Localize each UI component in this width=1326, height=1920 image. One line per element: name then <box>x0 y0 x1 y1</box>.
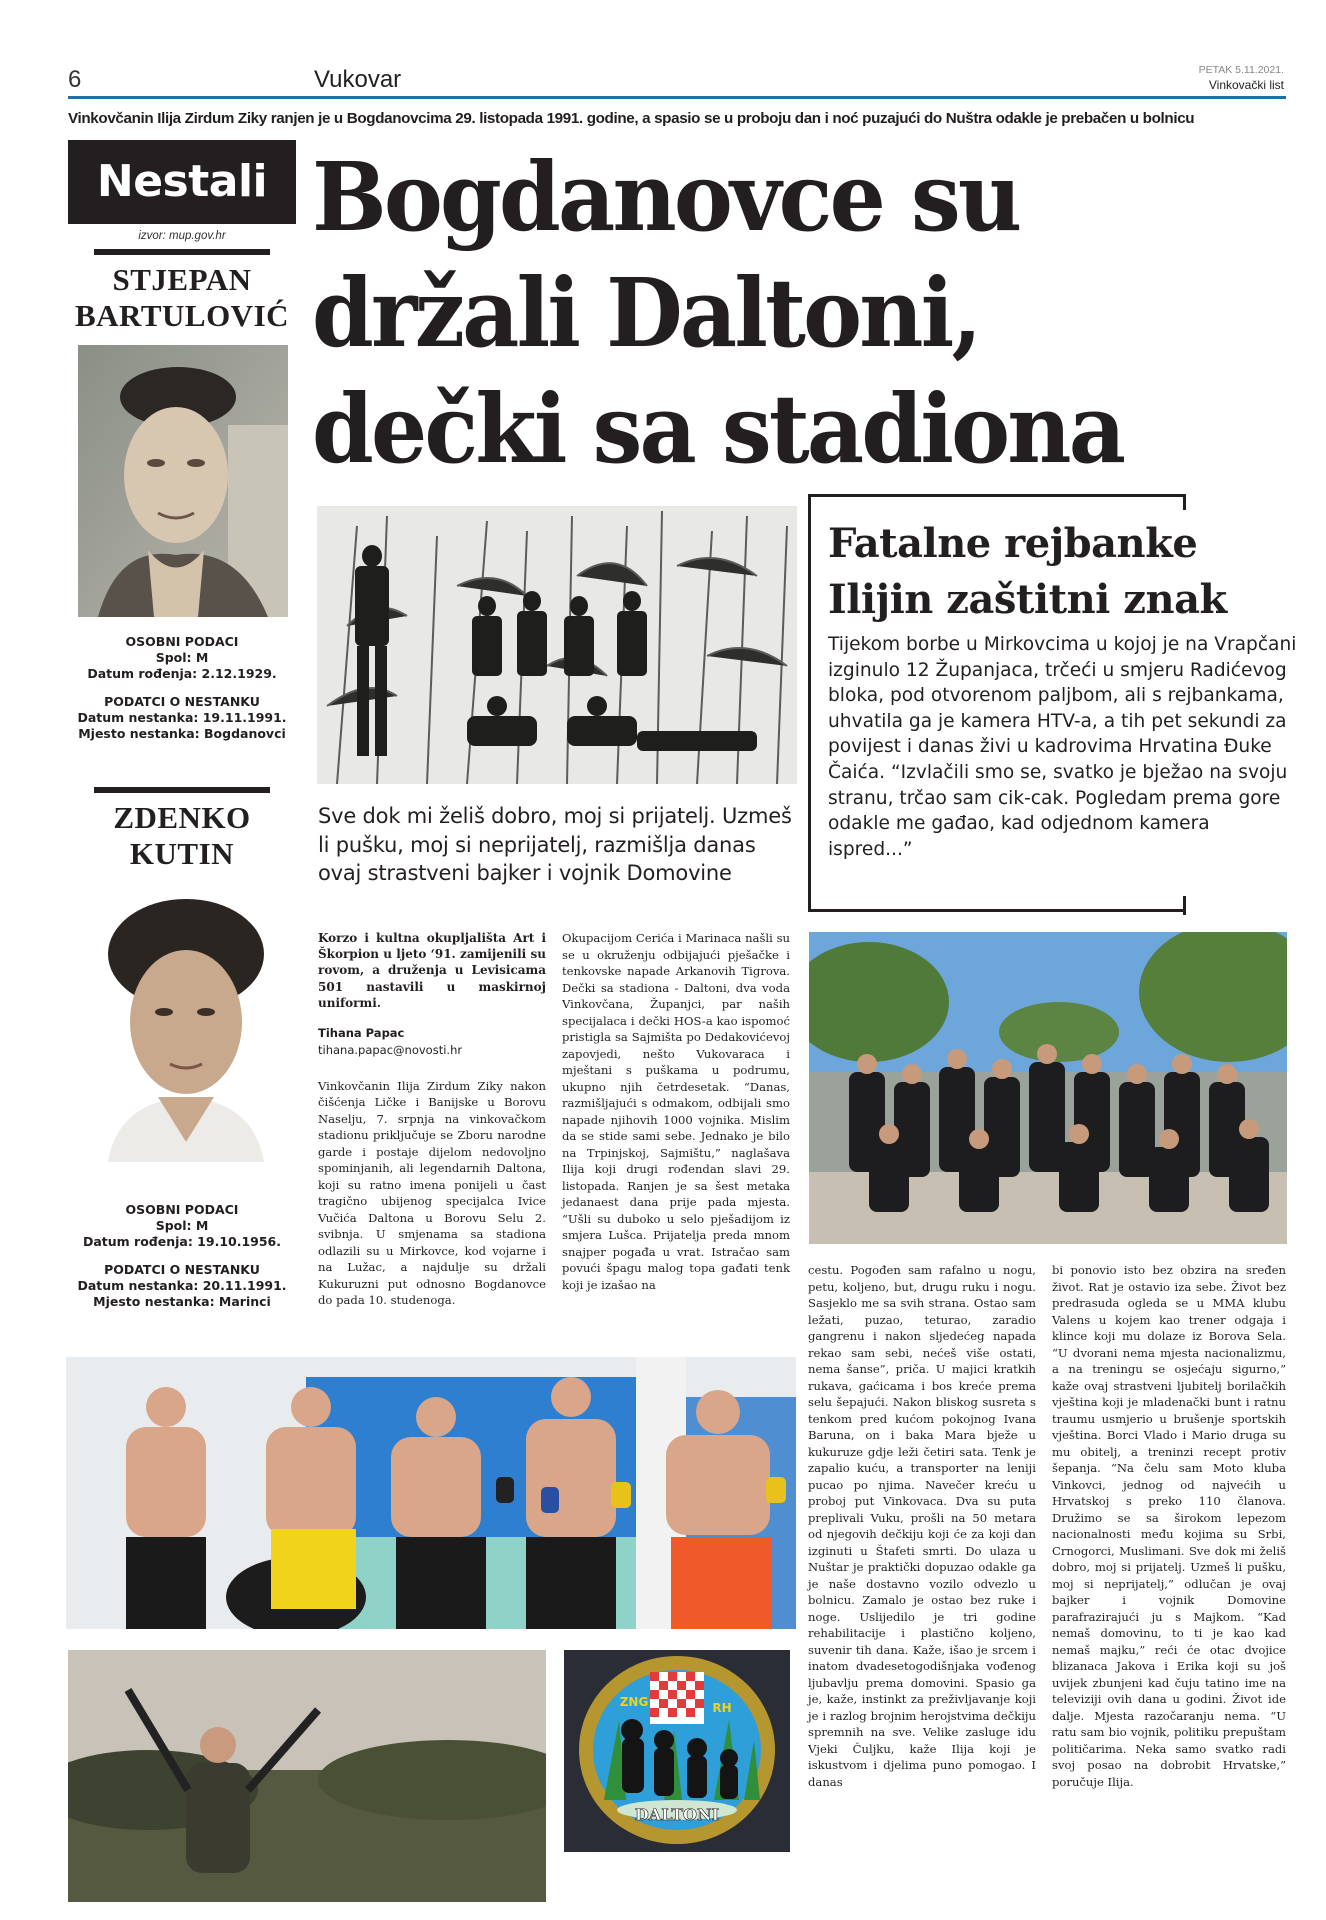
headline <box>312 140 1242 488</box>
war-photo <box>317 506 797 784</box>
birth-date: Datum rođenja: 2.12.1929. <box>87 666 277 681</box>
missing-date: Datum nestanka: 19.11.1991. <box>77 710 287 725</box>
personal-info <box>68 634 296 742</box>
article-column-2 <box>562 930 790 1293</box>
headline-line: držali Daltoni, <box>312 258 980 369</box>
header-rule <box>68 96 1286 99</box>
missing-person-name <box>68 800 296 872</box>
source-note: izvor: mup.gov.hr <box>138 230 226 242</box>
author-email: tihana.papac@novosti.hr <box>318 1042 463 1057</box>
issue-date: PETAK 5.11.2021. <box>1198 64 1284 76</box>
patch-right-text: RH <box>712 1701 732 1715</box>
sex: Spol: M <box>155 650 209 665</box>
missing-person-name <box>68 262 296 334</box>
sidebar-box-corner <box>1183 896 1186 915</box>
mma-club-photo <box>66 1357 796 1629</box>
publication-name: Vinkovački list <box>1208 78 1284 92</box>
missing-place: Mjesto nestanka: Bogdanovci <box>78 726 286 741</box>
missing-info-header: PODATCI O NESTANKU <box>104 694 260 709</box>
missing-person-photo <box>78 345 288 617</box>
sidebar-title-line: Ilijin zaštitni znak <box>828 576 1227 623</box>
moto-club-photo <box>809 932 1287 1244</box>
missing-person-photo <box>78 892 288 1162</box>
missing-place: Mjesto nestanka: Marinci <box>93 1294 271 1309</box>
headline-line: Bogdanovce su <box>312 142 1020 253</box>
name-first: STJEPAN <box>112 262 252 297</box>
birth-date: Datum rođenja: 19.10.1956. <box>82 1234 282 1249</box>
croatian-checkerboard-icon <box>650 1672 704 1724</box>
article-paragraph: cestu. Pogođen sam rafalno u nogu, petu, koljeno, but, drugu ruku i nogu. Sasjeklo me sa svih strana. Ostao sam ležati, puzao, teturao, zaradio gangrenu i nakon sljedećeg napada rekao sam sebi, nećeš više ostati, nema šanse”, priča. U majici kratkih rukava, gaćicama i bos kreće prema selu šepajući. Nakon bliskog susreta s tenkom pred kućom pokojnog Ivana Baruna, on i baka Mara bježe u kukuruze gdje leži četiri sata. Tenk je zapalio kuću, a transporter na leniji pucao po njima. Navečer kreću u proboj put Vinkovaca. Dva su puta preplivali Vuku, prošli na 50 metara od njegovih dečkiju koji će za koji dan izginuti u Štafeti smrti. Do ulaza u Nuštar je praktički dopuzao odakle ga je naše dostavno vozilo odvezlo u bolnicu. Zamalo je ostao bez ruke i noge. Uslijedilo je tri godine rehabilitacije i plastično koljeno, suvenir tih dana. Kaže, išao je srcem i inatom dvadesetogodišnjaka vođenog ljubavlju prema domovini. Spasio ga je, kaže, instinkt za preživljavanje koji je i razlog brojnim herojstvima dečkiju spremnih na sve. Velike zasluge idu Vjeki Čuljku, kaže Ilija koji je iskustvom i djelima puno pomogao. I danas <box>808 1263 1036 1789</box>
article-paragraph: Vinkovčanin Ilija Zirdum Ziky nakon čišćenja Ličke i Banijske u Borovu Naselju, 7. srpnja na vinkovačkom stadionu priključuje se Zboru narodne garde i postaje dijelom nedovoljno spominjanih, ali legendarnih Daltona, koji su ratno imena ponijeli u čast tragično ubijenog specijalca Ivice Vučića Daltona u Borovu Selu 2. svibnja. U smjenama sa stadiona odlazili su u Mirkovce, kod vojarne i na Lužac, a najdulje su držali Kukuruzni put odnosno Bogdanovce do pada 10. studenoga. <box>318 1078 546 1308</box>
page-number: 6 <box>68 66 82 93</box>
personal-info-header: OSOBNI PODACI <box>125 634 239 649</box>
headline-line: dečki sa stadiona <box>312 374 1124 485</box>
name-last: KUTIN <box>129 836 235 871</box>
missing-date: Datum nestanka: 20.11.1991. <box>77 1278 287 1293</box>
article-column-3 <box>808 1262 1036 1790</box>
divider <box>94 249 270 255</box>
personal-info <box>68 1202 296 1310</box>
kicker: Vinkovčanin Ilija Zirdum Ziky ranjen je u Bogdanovcima 29. listopada 1991. godine, a spasio se u proboju dan i noć puzajući do Nuštra odakle je prebačen u bolnicu <box>68 110 1195 127</box>
article-column-4 <box>1052 1262 1286 1790</box>
divider <box>94 787 270 793</box>
sidebar-title-line: Fatalne rejbanke <box>828 520 1198 567</box>
name-last: BARTULOVIĆ <box>74 298 290 333</box>
article-paragraph: bi ponovio isto bez obzira na sređen život. Rat je ostavio iza sebe. Život bez predrasuda ogleda se u MMA klubu Valens u kojem kao trener odgaja i klince koji mu dolaze iz Borova Sela. “U dvorani nema mjesta nacionalizmu, a na treningu se osjećaju sigurno,” kaže ovaj strastveni ljubitelj borilačkih vještina koji je mladenački bunt i ratnu traumu usmjerio u brušenje sportskih vještina. Borci Vlado i Mario druga su mu obitelj, a treninzi recept protiv šepanja. “Na čelu sam Moto kluba Vinkovci, jednog od najvećih u Hrvatskoj s preko 110 članova. Družimo se sa širokom lepezom nacionalnosti među kojima su Srbi, Crnogorci, Muslimani. Sve dok mi želiš dobro, moj si prijatelj. Uzmeš li pušku, moj si neprijatelj,” odlučan je ovaj bajker i vojnik Domovine parafrazirajući ju s Majkom. “Kad nemaš domovinu, to ti je kao kad nemaš majku,” reći će otac dvojice blizanaca Jakova i Erika koji su još uvijek zbunjeni kad čuju tatino ime na televiziji ovih dana u godini. Život ide dalje. Mjesta razočaranju nema. “U ratu sam bio vojnik, politiku prepuštam političarima. Neka samo svatko radi svoj posao na dobrobit Hrvatske,” poručuje Ilija. <box>1052 1263 1286 1789</box>
soldier-photo <box>68 1650 546 1902</box>
article-paragraph: Okupacijom Cerića i Marinaca našli su se u okruženju odbijajući pješačke i tenkovske napade Arkanovih Tigrova. Dečki sa stadiona - Daltoni, dva voda Vinkovčana, Županjci, par naših specijalaca i dečki HOS-a kao ispomoć pristigla sa Sajmišta po Dedakovićevoj zapovjedi, nešto Vukovaraca i mještani s puškama u podrumu, ukupno njih četrdesetak. “Danas, razmišljajući s odmakom, odbijali smo napade njihovih 1000 vojnika. Mislim da se stide sami sebe. Jednako je bilo na Trpinjskoj, Sajmištu,” naglašava Ilija koji drugi rođendan slavi 29. listopada. Ranjen je sa šest metaka jedanaest dana prije pada mjesta. “Ušli su duboko u selo pješadijom iz smjera Lušca. Prijatelja preda mnom snajper pogađa u vrat. Istračao sam povući špagu malog topa gađati tenk koji je izašao na <box>562 931 790 1292</box>
section-title: Vukovar <box>314 66 402 93</box>
author-name: Tihana Papac <box>318 1026 405 1041</box>
sidebar-title <box>828 516 1298 628</box>
patch-left-text: ZNG <box>619 1695 649 1709</box>
patch-banner-text: DALTONI <box>634 1805 720 1824</box>
daltoni-patch-photo <box>564 1650 790 1852</box>
article-lead: Korzo i kultna okupljališta Art i Škorpion u ljeto ‘91. zamijenili su rovom, a druženja u Levisicama 501 nastavili u maskirnoj uniformi. <box>318 931 546 1010</box>
article-column-1 <box>318 930 546 1309</box>
sex: Spol: M <box>155 1218 209 1233</box>
subheadline: Sve dok mi želiš dobro, moj si prijatelj. Uzmeš li pušku, moj si neprijatelj, razmišlja danas ovaj strastveni bajker i vojnik Domovine <box>318 804 792 885</box>
missing-section-title: Nestali <box>68 140 296 224</box>
missing-info-header: PODATCI O NESTANKU <box>104 1262 260 1277</box>
personal-info-header: OSOBNI PODACI <box>125 1202 239 1217</box>
sidebar-text: Tijekom borbe u Mirkovcima u kojoj je na Vrapčani izginulo 12 Županjaca, trčeći u smjeru Radićevog bloka, pod otvorenom paljbom, ali s rejbankama, uhvatila ga je kamera HTV-a, a tih pet sekundi za povijest i danas živi u kadrovima Hrvatina Đuke Čaića. “Izvlačili smo se, svatko je bježao na svoju stranu, trčao sam cik-cak. Pogledam prema gore odakle me gađao, kad odjednom kamera ispred...” <box>828 634 1297 860</box>
name-first: ZDENKO <box>113 800 251 835</box>
sidebar-box-corner <box>1183 494 1186 510</box>
